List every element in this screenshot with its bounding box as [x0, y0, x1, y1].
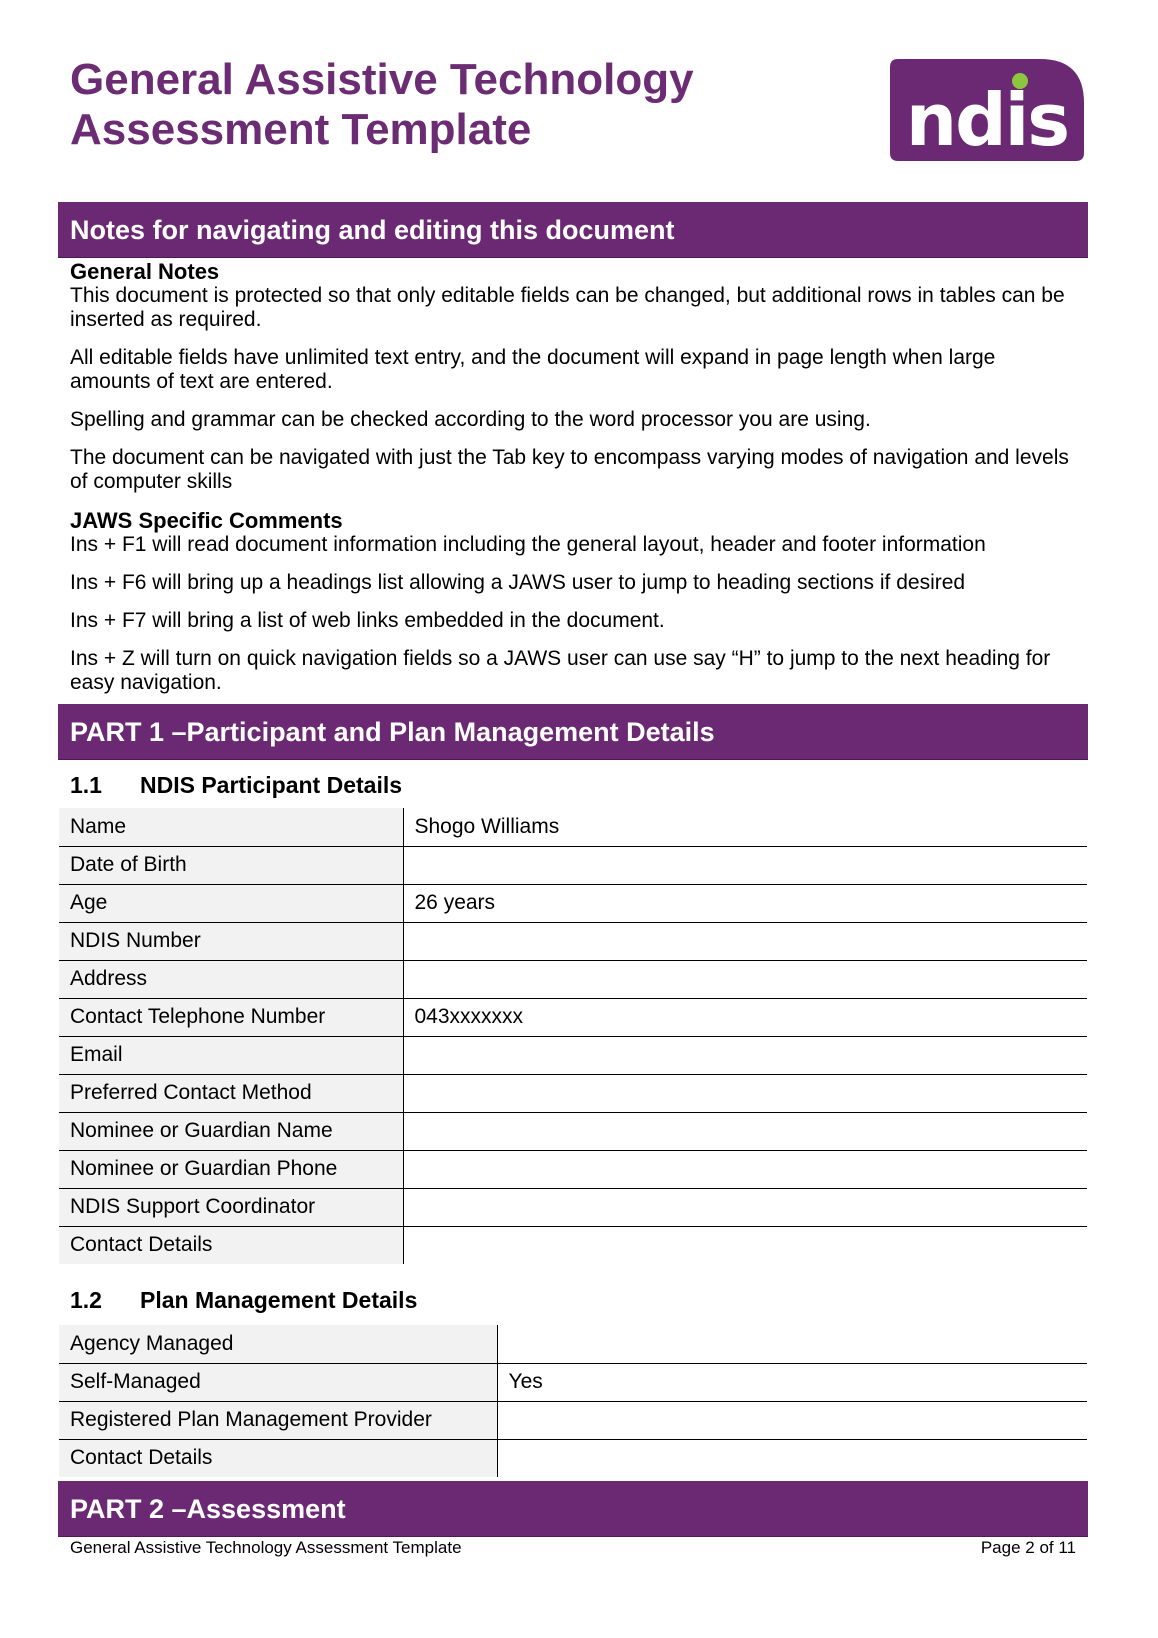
table-row	[59, 1325, 1087, 1363]
field-value[interactable]	[497, 1439, 1087, 1477]
field-value[interactable]	[403, 1036, 1087, 1074]
field-label: Self-Managed	[59, 1363, 497, 1401]
table-row	[59, 1112, 1087, 1150]
footer-document-name: General Assistive Technology Assessment Template	[70, 1538, 462, 1557]
section-1-2-heading	[70, 1287, 417, 1314]
field-value[interactable]: Yes	[497, 1363, 1087, 1401]
general-note: This document is protected so that only editable fields can be changed, but additional rows in tables can be inserted as required.	[70, 284, 1065, 331]
part1-header	[58, 704, 1088, 760]
table-row	[59, 1036, 1087, 1074]
section-number: 1.1	[70, 772, 102, 798]
field-value[interactable]	[497, 1401, 1087, 1439]
table-row	[59, 1363, 1087, 1401]
table-row	[59, 1150, 1087, 1188]
general-note: The document can be navigated with just the Tab key to encompass varying modes of navigation and levels of computer skills	[70, 446, 1069, 493]
field-value[interactable]	[403, 1112, 1087, 1150]
field-label: Contact Details	[59, 1439, 497, 1477]
table-row	[59, 922, 1087, 960]
field-label: Contact Telephone Number	[59, 998, 403, 1036]
general-note: Spelling and grammar can be checked according to the word processor you are using.	[70, 408, 871, 431]
field-label: Email	[59, 1036, 403, 1074]
section-title: NDIS Participant Details	[140, 772, 403, 798]
field-label: NDIS Number	[59, 922, 403, 960]
title-line-1: General Assistive Technology	[70, 55, 694, 104]
field-label: Contact Details	[59, 1226, 403, 1264]
jaws-note: Ins + F1 will read document information including the general layout, header and footer information	[70, 533, 986, 556]
notes-section-header	[58, 202, 1088, 258]
field-value[interactable]: 26 years	[403, 884, 1087, 922]
section-1-1-heading	[70, 772, 402, 799]
field-label: Age	[59, 884, 403, 922]
field-value[interactable]	[403, 1226, 1087, 1264]
table-row	[59, 1439, 1087, 1477]
field-label: NDIS Support Coordinator	[59, 1188, 403, 1226]
field-value[interactable]	[403, 1150, 1087, 1188]
footer-page-number: Page 2 of 11	[980, 1538, 1076, 1557]
part2-header	[58, 1481, 1088, 1537]
general-note: All editable fields have unlimited text entry, and the document will expand in page length when large amounts of text are entered.	[70, 346, 996, 393]
general-notes-heading: General Notes	[70, 259, 220, 284]
document-title	[70, 55, 790, 155]
participant-details-table	[59, 808, 1087, 1264]
table-row	[59, 884, 1087, 922]
logo-text: ndis	[905, 78, 1069, 161]
field-label: Preferred Contact Method	[59, 1074, 403, 1112]
table-row	[59, 1074, 1087, 1112]
table-row	[59, 1226, 1087, 1264]
table-row	[59, 846, 1087, 884]
field-label: Name	[59, 808, 403, 846]
jaws-heading: JAWS Specific Comments	[70, 508, 343, 533]
field-value[interactable]	[403, 1074, 1087, 1112]
field-label: Agency Managed	[59, 1325, 497, 1363]
field-value[interactable]	[403, 922, 1087, 960]
part2-header-text: PART 2 –Assessment	[70, 1494, 346, 1524]
field-label: Address	[59, 960, 403, 998]
field-label: Nominee or Guardian Phone	[59, 1150, 403, 1188]
field-value[interactable]	[497, 1325, 1087, 1363]
field-value[interactable]: 043xxxxxxx	[403, 998, 1087, 1036]
notes-body	[70, 260, 1075, 707]
table-row	[59, 808, 1087, 846]
field-value[interactable]	[403, 960, 1087, 998]
notes-header-text: Notes for navigating and editing this document	[70, 215, 675, 245]
jaws-note: Ins + F6 will bring up a headings list allowing a JAWS user to jump to heading sections if desired	[70, 571, 966, 594]
title-line-2: Assessment Template	[70, 105, 532, 154]
jaws-note: Ins + Z will turn on quick navigation fields so a JAWS user can use say “H” to jump to the next heading for easy navigation.	[70, 647, 1051, 694]
field-label: Date of Birth	[59, 846, 403, 884]
jaws-note: Ins + F7 will bring a list of web links embedded in the document.	[70, 609, 665, 632]
field-label: Nominee or Guardian Name	[59, 1112, 403, 1150]
field-label: Registered Plan Management Provider	[59, 1401, 497, 1439]
part1-header-text: PART 1 –Participant and Plan Management Details	[70, 717, 715, 747]
table-row	[59, 1401, 1087, 1439]
table-row	[59, 998, 1087, 1036]
ndis-logo	[890, 59, 1084, 161]
field-value[interactable]: Shogo Williams	[403, 808, 1087, 846]
table-row	[59, 1188, 1087, 1226]
section-title: Plan Management Details	[140, 1287, 418, 1313]
plan-management-table	[59, 1325, 1087, 1477]
section-number: 1.2	[70, 1287, 102, 1313]
field-value[interactable]	[403, 1188, 1087, 1226]
table-row	[59, 960, 1087, 998]
field-value[interactable]	[403, 846, 1087, 884]
